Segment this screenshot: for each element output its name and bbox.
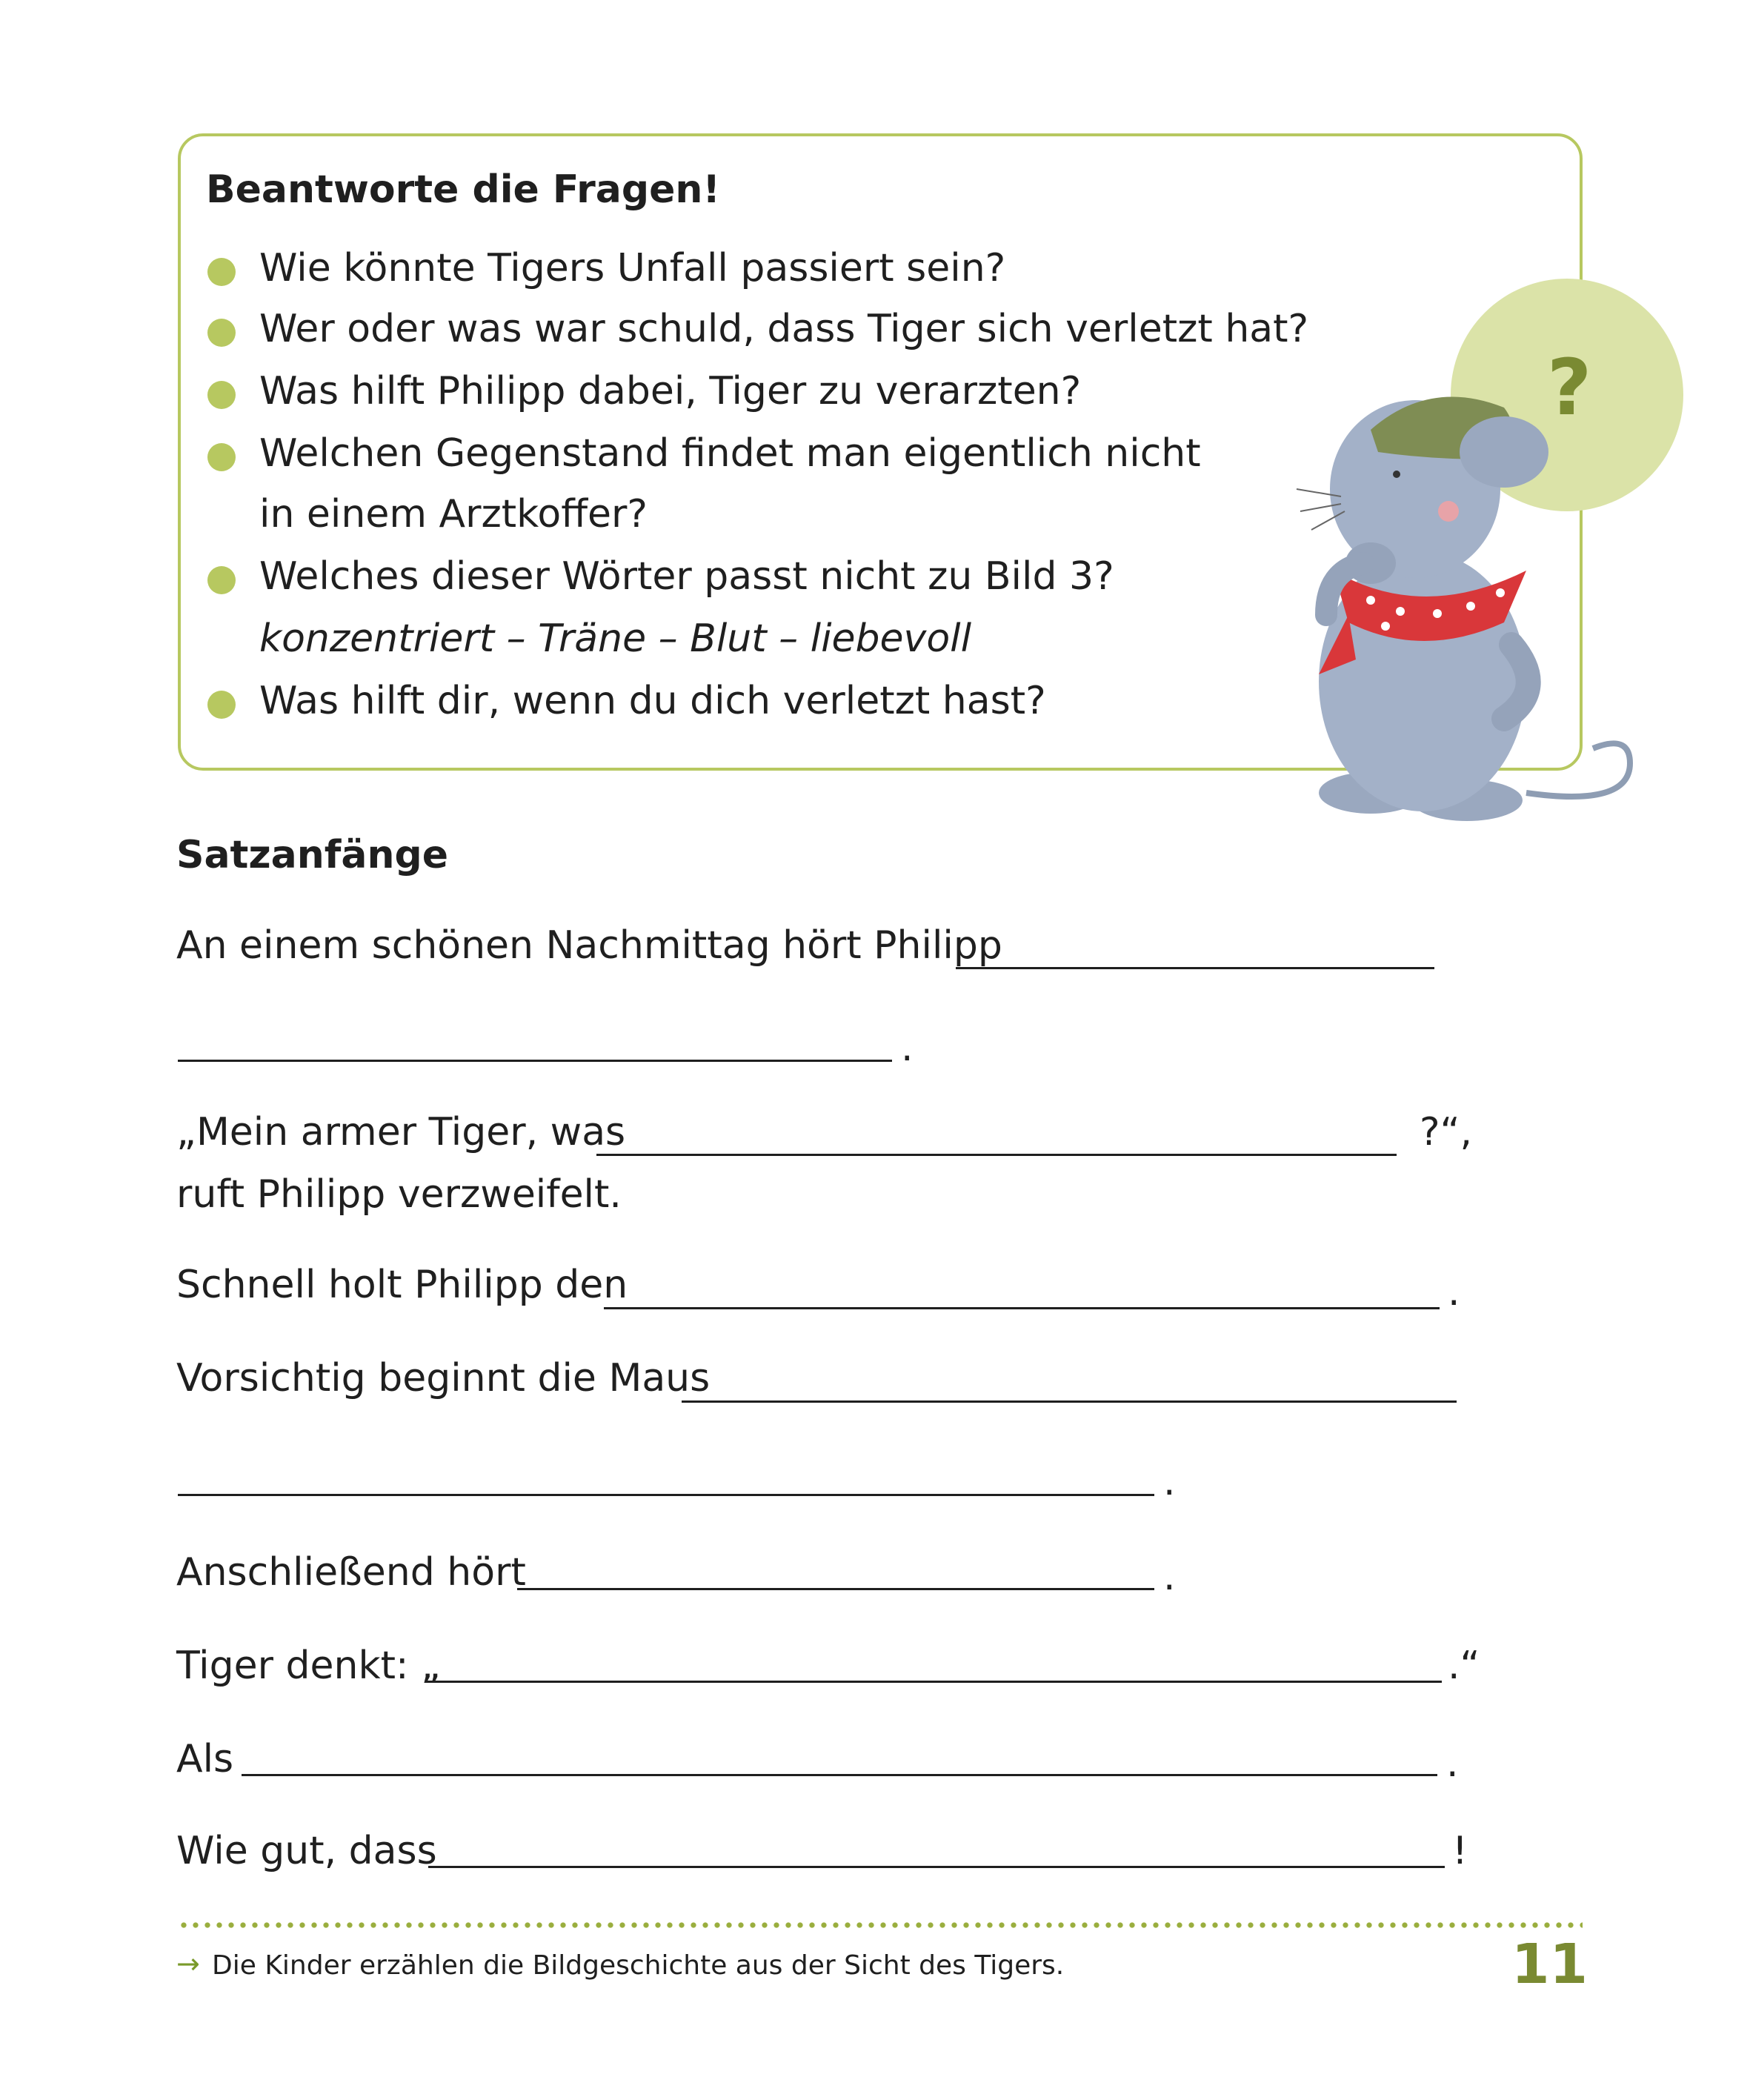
- dotted-divider: [178, 1922, 1583, 1928]
- sentence-4-end: .: [1163, 1460, 1176, 1504]
- sentence-4: Vorsichtig beginnt die Maus: [176, 1356, 711, 1400]
- sentence-6: Tiger denkt: „: [176, 1644, 441, 1688]
- question-1: Wie könnte Tigers Unfall passiert sein?: [259, 246, 1006, 290]
- question-5: Welches dieser Wörter passt nicht zu Bild 3?: [259, 554, 1114, 599]
- answer-line[interactable]: [428, 1866, 1445, 1868]
- sentence-7-end: .: [1446, 1741, 1459, 1786]
- question-mark-icon: ?: [1547, 342, 1592, 433]
- question-4-line-2: in einem Arztkoffer?: [259, 492, 648, 536]
- bullet-icon: [207, 319, 236, 347]
- answer-line[interactable]: [178, 1060, 892, 1062]
- sentence-1-end: .: [901, 1026, 914, 1070]
- sentence-6-end: .“: [1448, 1644, 1480, 1688]
- sentence-2: „Mein armer Tiger, was: [176, 1110, 626, 1154]
- page-number: 11: [1511, 1933, 1588, 1996]
- sentence-7: Als: [176, 1737, 234, 1781]
- teacher-note: Die Kinder erzählen die Bildgeschichte aus der Sicht des Tigers.: [212, 1950, 1065, 1981]
- answer-line[interactable]: [596, 1154, 1397, 1156]
- question-6: Was hilft dir, wenn du dich verletzt hast?: [259, 679, 1046, 723]
- arrow-icon: →: [176, 1947, 200, 1980]
- question-3: Was hilft Philipp dabei, Tiger zu verarzten?: [259, 369, 1082, 413]
- answer-line[interactable]: [604, 1307, 1440, 1309]
- sentence-8-end: !: [1452, 1829, 1468, 1873]
- sentence-1: An einem schönen Nachmittag hört Philipp: [176, 923, 1002, 968]
- question-box-title: Beantworte die Fragen!: [206, 167, 721, 212]
- sentence-2-end: ?“,: [1420, 1110, 1473, 1154]
- bullet-icon: [207, 691, 236, 719]
- answer-line[interactable]: [517, 1588, 1154, 1590]
- mouse-illustration-icon: [1282, 274, 1682, 882]
- sentence-5: Anschließend hört: [176, 1550, 526, 1595]
- answer-line[interactable]: [682, 1400, 1457, 1403]
- question-5-words: konzentriert – Träne – Blut – liebevoll: [259, 617, 972, 661]
- sentence-3: Schnell holt Philipp den: [176, 1263, 628, 1307]
- section-heading: Satzanfänge: [176, 833, 448, 877]
- sentence-3-end: .: [1448, 1270, 1460, 1315]
- answer-line[interactable]: [956, 967, 1434, 969]
- answer-line[interactable]: [242, 1774, 1437, 1776]
- sentence-5-end: .: [1163, 1555, 1176, 1599]
- answer-line[interactable]: [178, 1494, 1154, 1496]
- sentence-8: Wie gut, dass: [176, 1829, 437, 1873]
- answer-line[interactable]: [425, 1681, 1442, 1683]
- bullet-icon: [207, 381, 236, 409]
- bullet-icon: [207, 566, 236, 594]
- sentence-2-cont: ruft Philipp verzweifelt.: [176, 1172, 622, 1217]
- bullet-icon: [207, 443, 236, 471]
- question-4-line-1: Welchen Gegenstand findet man eigentlich nicht: [259, 431, 1201, 476]
- question-2: Wer oder was war schuld, dass Tiger sich verletzt hat?: [259, 307, 1309, 351]
- bullet-icon: [207, 258, 236, 286]
